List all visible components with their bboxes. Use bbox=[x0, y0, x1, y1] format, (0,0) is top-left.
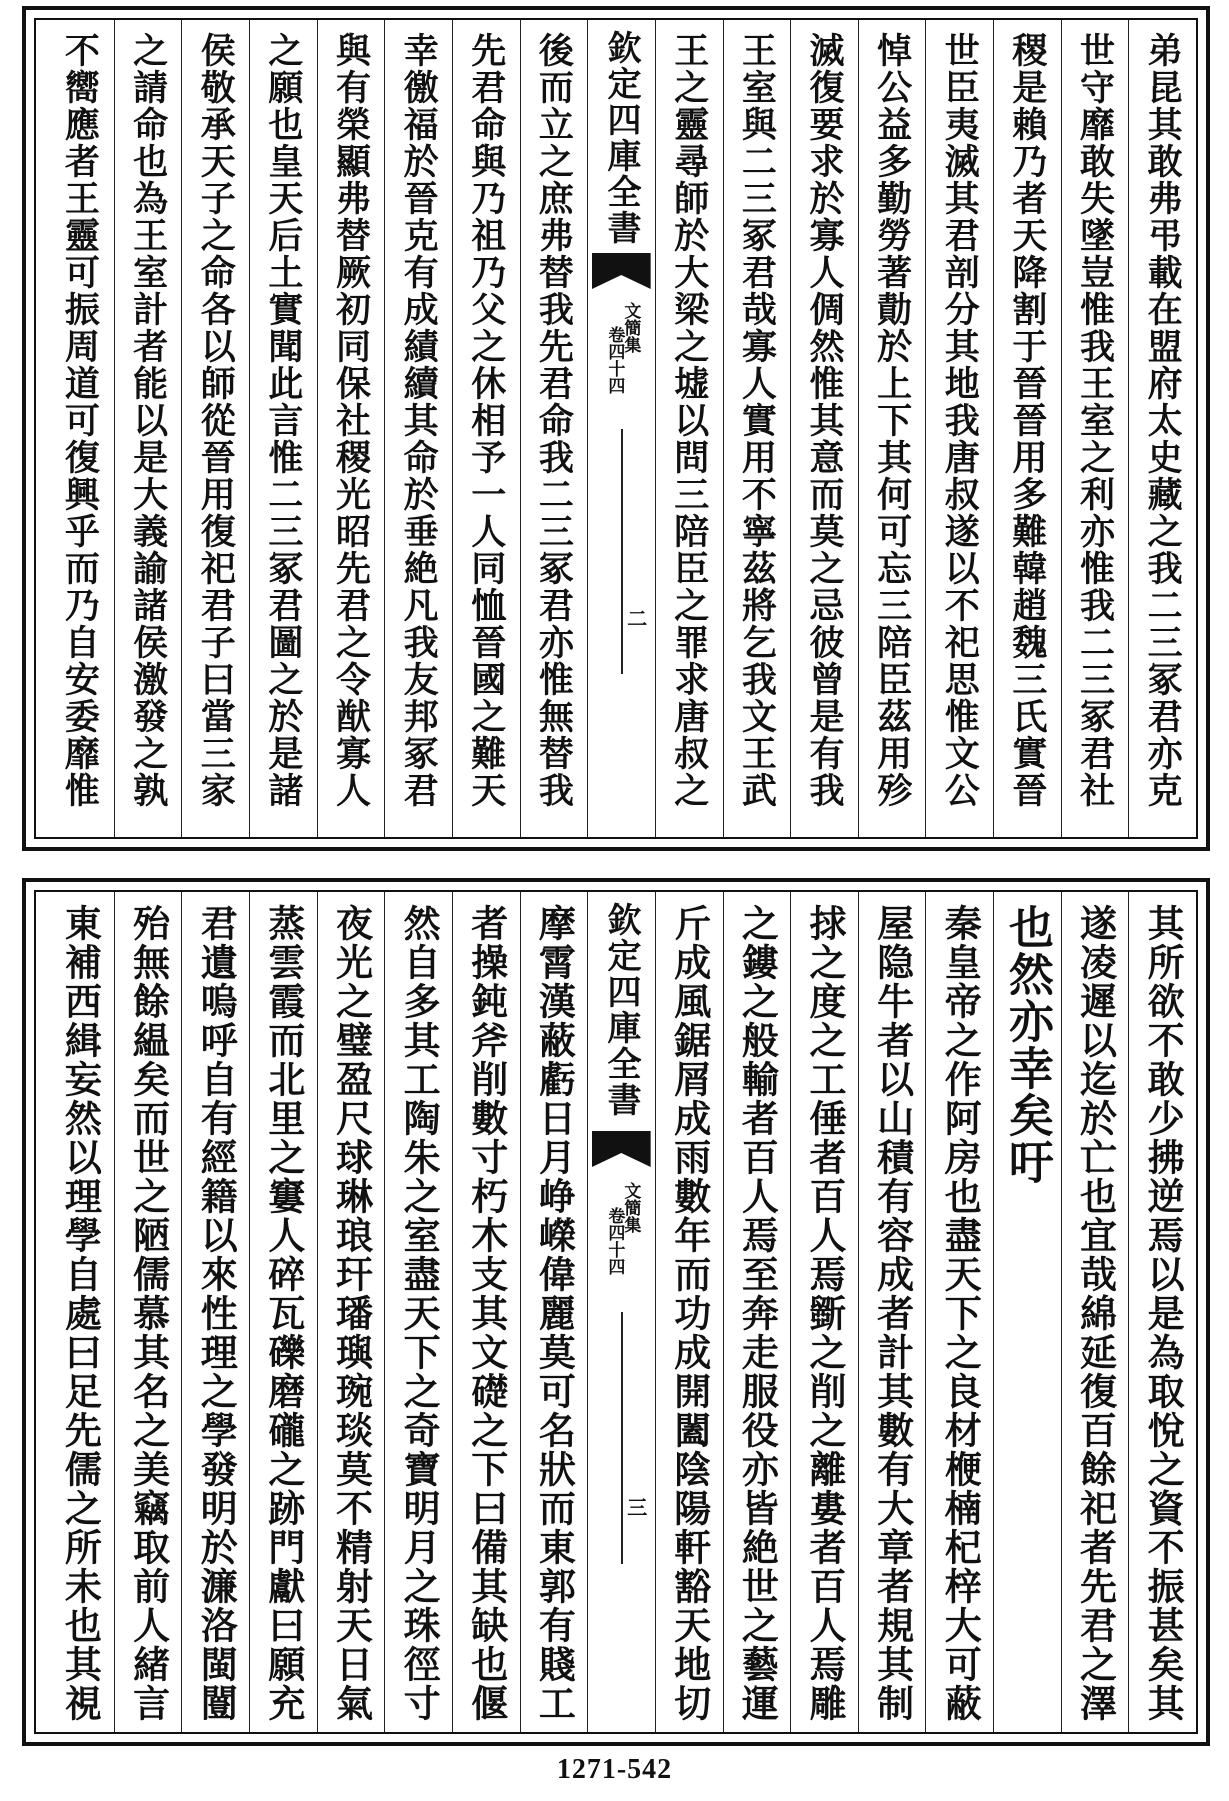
text-columns bbox=[36, 20, 1196, 837]
column-text: 幸徼福於晉克有成績續其命於垂絶凡我友邦冢君 bbox=[398, 32, 440, 809]
text-column bbox=[181, 892, 249, 1732]
text-column bbox=[858, 20, 926, 837]
text-column bbox=[993, 20, 1061, 837]
text-column bbox=[1128, 20, 1196, 837]
text-column bbox=[249, 20, 317, 837]
collection-title: 欽定四庫全書 bbox=[601, 902, 642, 1118]
volume-label: 卷四十四 bbox=[604, 326, 625, 395]
column-text: 侯敬承天子之命各以師從晉用復祀君子曰當三家 bbox=[195, 32, 237, 809]
text-column bbox=[452, 20, 520, 837]
text-column bbox=[249, 892, 317, 1732]
text-column bbox=[520, 20, 588, 837]
page-frame bbox=[34, 18, 1198, 839]
collection-title: 欽定四庫全書 bbox=[601, 30, 642, 246]
column-text: 悼公益多勤勞著勣於上下其何可忘三陪臣茲用殄 bbox=[871, 32, 913, 809]
column-text: 斤成風鋸屑成雨數年而功成開闔陰陽軒豁天地切 bbox=[667, 904, 712, 1723]
column-text: 夜光之璧盈尺球琳琅玕璠璵琬琰莫不精射天日氣 bbox=[329, 904, 374, 1723]
fold-rule bbox=[621, 429, 623, 674]
column-text: 秦皇帝之作阿房也盡天下之良材楩楠杞梓大可蔽 bbox=[938, 904, 983, 1723]
text-column bbox=[1128, 892, 1196, 1732]
column-text: 滅復要求於寡人倜然惟其意而莫之忌彼曾是有我 bbox=[803, 32, 845, 809]
column-text: 殆無餘緼矣而世之陋儒慕其名之美竊取前人緒言 bbox=[126, 904, 171, 1723]
text-column bbox=[1061, 892, 1129, 1732]
column-text: 其所欲不敢少拂逆焉以是為取悅之資不振甚矣其 bbox=[1141, 904, 1186, 1723]
text-column bbox=[993, 892, 1061, 1732]
column-text: 之請命也為王室計者能以是大義諭諸侯激發之孰 bbox=[127, 32, 169, 809]
column-text: 王室與二三冢君哉寡人實用不寧茲將乞我文王武 bbox=[736, 32, 778, 809]
column-text: 世守靡敢失墜豈惟我王室之利亦惟我二三冢君社 bbox=[1074, 32, 1116, 809]
column-text: 者操鈍斧削數寸朽木支其文礎之下曰備其缺也偃 bbox=[464, 904, 509, 1723]
text-column bbox=[655, 20, 723, 837]
column-text: 先君命與乃祖乃父之休相予一人同恤晉國之難天 bbox=[465, 32, 507, 809]
text-column bbox=[317, 20, 385, 837]
column-text: 之願也皇天后土實聞此言惟二三冢君圖之於是諸 bbox=[262, 32, 304, 809]
column-text: 摩霄漢蔽虧日月峥嶸偉麗莫可名狀而東郭有賤工 bbox=[532, 904, 577, 1723]
page-number: 二 bbox=[623, 608, 648, 629]
text-column bbox=[790, 892, 858, 1732]
book-title: 文簡集 bbox=[620, 1181, 641, 1233]
text-column bbox=[723, 892, 791, 1732]
column-text: 稷是賴乃者天降割于晉晉用多難韓趙魏三氏實晉 bbox=[1006, 32, 1048, 809]
center-fold-column bbox=[587, 20, 655, 837]
text-column bbox=[790, 20, 858, 837]
text-column bbox=[925, 892, 993, 1732]
text-column bbox=[384, 892, 452, 1732]
text-column bbox=[655, 892, 723, 1732]
column-text: 與有榮顯弗替厥初同保社稷光昭先君之令猷寡人 bbox=[330, 32, 372, 809]
text-column bbox=[46, 892, 114, 1732]
text-column bbox=[46, 20, 114, 837]
column-text: 屋隐牛者以山積有容成者計其數有大章者規其制 bbox=[870, 904, 915, 1723]
column-text: 之鏤之般輸者百人焉至奔走服役亦皆絶世之藝運 bbox=[735, 904, 780, 1723]
page-number: 三 bbox=[623, 1496, 648, 1517]
column-text: 也然亦幸矣吁 bbox=[1000, 904, 1054, 1186]
page-frame bbox=[34, 890, 1198, 1734]
text-column bbox=[114, 892, 182, 1732]
column-text: 捄之度之工倕者百人焉斵之削之離婁者百人焉雕 bbox=[802, 904, 847, 1723]
column-text: 蒸雲霞而北里之窶人碎瓦礫磨礲之跡門獻曰願充 bbox=[261, 904, 306, 1723]
book-title: 文簡集 bbox=[620, 301, 641, 353]
text-column bbox=[723, 20, 791, 837]
text-column bbox=[858, 892, 926, 1732]
page-footer-number: 1271-542 bbox=[556, 1754, 673, 1785]
page-top bbox=[22, 6, 1210, 851]
fishtail-mark-icon bbox=[592, 1131, 651, 1167]
text-column bbox=[114, 20, 182, 837]
column-text: 遂凌遲以迄於亡也宜哉綿延復百餘祀者先君之澤 bbox=[1073, 904, 1118, 1723]
text-column bbox=[520, 892, 588, 1732]
text-column bbox=[1061, 20, 1129, 837]
column-text: 然自多其工陶朱之室盡天下之奇寶明月之珠徑寸 bbox=[397, 904, 442, 1723]
column-text: 不嚮應者王靈可振周道可復興乎而乃自安委靡惟 bbox=[59, 32, 101, 809]
column-text: 王之靈尋師於大梁之墟以問三陪臣之罪求唐叔之 bbox=[668, 32, 710, 809]
text-column bbox=[384, 20, 452, 837]
text-columns bbox=[36, 892, 1196, 1732]
page-bottom bbox=[22, 878, 1210, 1746]
text-column bbox=[181, 20, 249, 837]
column-text: 世臣夷滅其君剖分其地我唐叔遂以不祀思惟文公 bbox=[939, 32, 981, 809]
column-text: 東補西緝妄然以理學自處曰足先儒之所未也其視 bbox=[58, 904, 103, 1723]
text-column bbox=[317, 892, 385, 1732]
fishtail-mark-icon bbox=[592, 253, 651, 289]
fold-rule bbox=[621, 1312, 623, 1564]
column-text: 後而立之庶弗替我先君命我二三冢君亦惟無替我 bbox=[533, 32, 575, 809]
text-column bbox=[452, 892, 520, 1732]
text-column bbox=[925, 20, 993, 837]
volume-label: 卷四十四 bbox=[604, 1207, 625, 1275]
center-fold-column bbox=[587, 892, 655, 1732]
column-text: 弟昆其敢弗弔載在盟府太史藏之我二三冢君亦克 bbox=[1142, 32, 1184, 809]
column-text: 君遺嗚呼自有經籍以來性理之學發明於濂洛閩闓 bbox=[194, 904, 239, 1723]
